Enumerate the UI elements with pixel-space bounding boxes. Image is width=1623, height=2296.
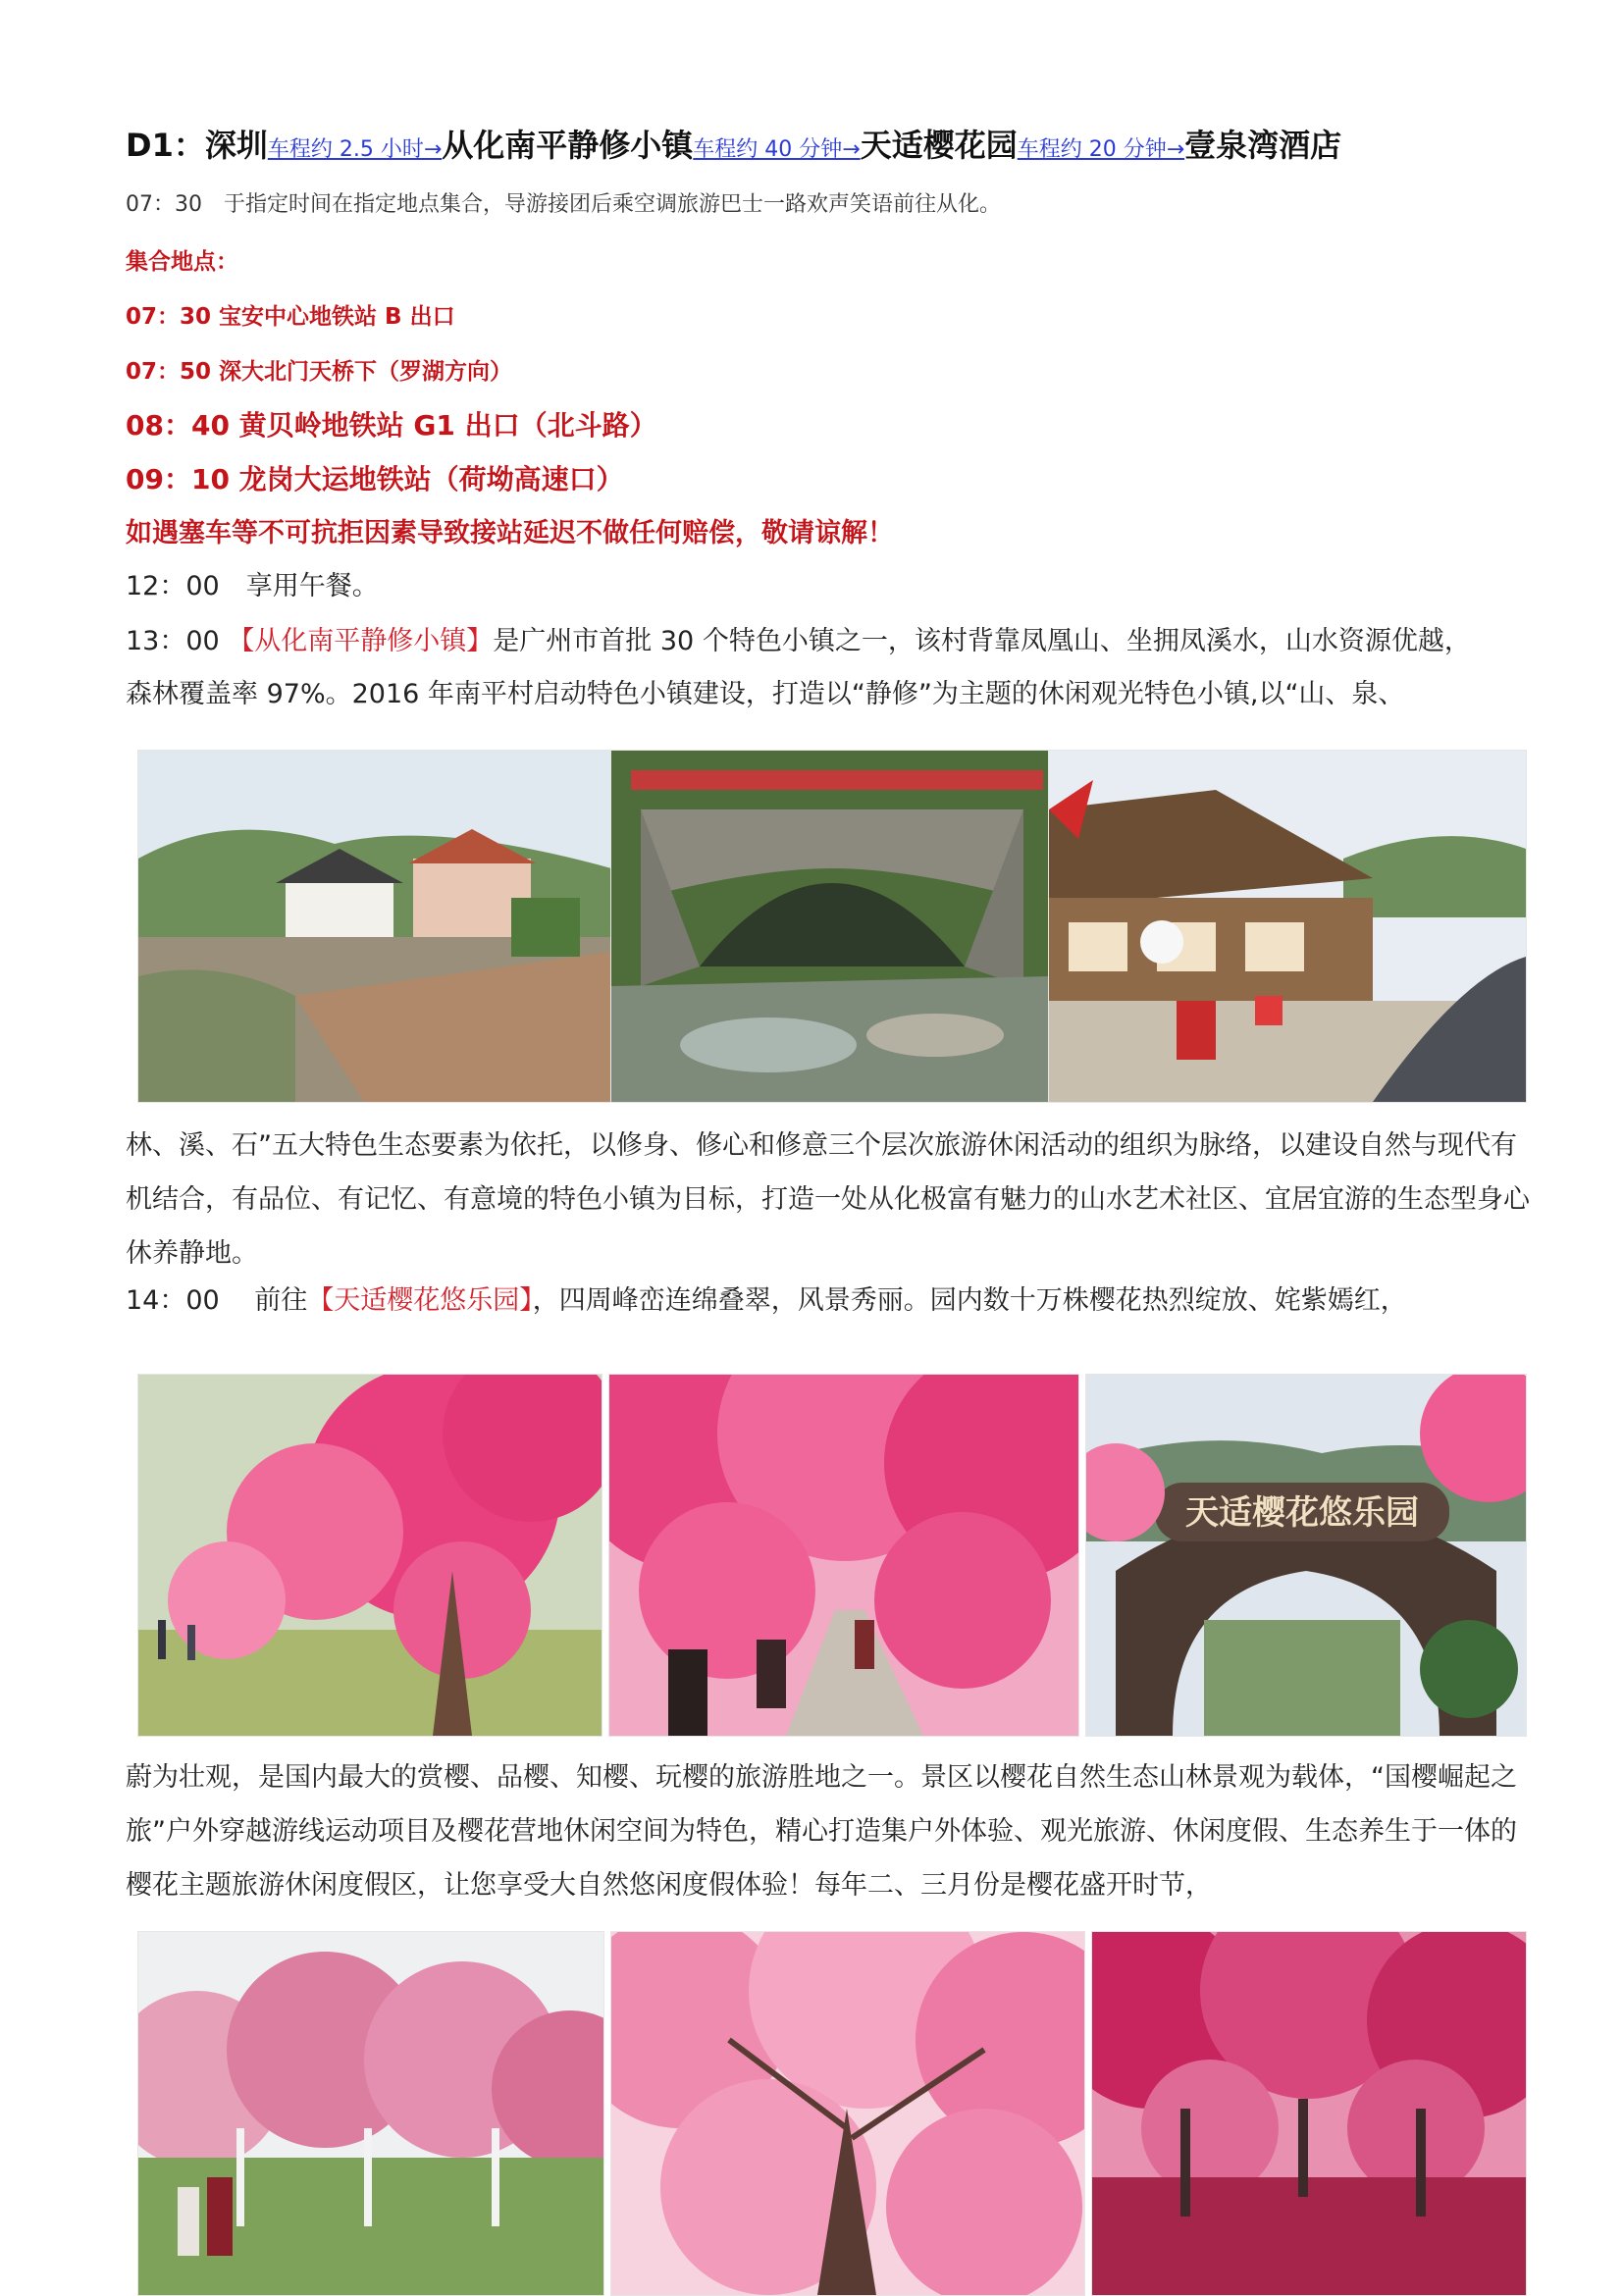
place-hotel: 壹泉湾酒店 <box>1184 127 1342 164</box>
place-tianshi: 天适樱花园 <box>860 127 1018 164</box>
meeting-stop: 08：40 黄贝岭地铁站 G1 出口（北斗路） <box>126 409 657 442</box>
meeting-stop: 07：30 宝安中心地铁站 B 出口 <box>126 304 455 330</box>
meeting-stop: 09：10 龙岗大运地铁站（荷坳高速口） <box>126 463 624 496</box>
place-shenzhen: 深圳 <box>204 127 268 164</box>
schedule-lunch: 12：00 享用午餐。 <box>126 571 379 601</box>
meeting-point-label: 集合地点： <box>126 249 238 275</box>
time-1400: 14：00 前往 <box>126 1285 308 1316</box>
place-highlight-tianshi: 【天适樱花悠乐园】 <box>307 1285 533 1316</box>
gate-sign-text: 天适樱花悠乐园 <box>1185 1493 1419 1533</box>
photo-cherry-orchard <box>137 1931 604 2296</box>
photo-market-street <box>1048 750 1527 1103</box>
photo-village-boardwalk <box>137 750 612 1103</box>
drive-time-link-2[interactable]: 车程约 40 分钟→ <box>693 137 861 162</box>
day-separator: ： <box>173 127 205 164</box>
description-tianshi-cont: 蔚为壮观，是国内最大的赏樱、品樱、知樱、玩樱的旅游胜地之一。景区以樱花自然生态山林景观为载体，“国樱崛起之旅”户外穿越游线运动项目及樱花营地休闲空间为特色，精心打造集户外体验、观光旅游、休闲度假、生态养生于一体的樱花主题旅游休闲度假区，让您享受大自然悠闲度假体验！每年二、三月份是樱花盛开时节， <box>126 1762 1517 1901</box>
place-nanping: 从化南平静修小镇 <box>442 127 694 164</box>
description-nanping-line2: 森林覆盖率 97%。2016 年南平村启动特色小镇建设，打造以“静修”为主题的休闲观光特色小镇,以“山、泉、 <box>126 679 1405 709</box>
photo-stone-bridge <box>610 750 1050 1103</box>
description-tianshi: ，四周峰峦连绵叠翠，风景秀丽。园内数十万株樱花热烈绽放、姹紫嫣红， <box>532 1285 1407 1316</box>
schedule-0730: 07：30 于指定时间在指定地点集合，导游接团后乘空调旅游巴士一路欢声笑语前往从化。 <box>126 192 1001 217</box>
photo-cherry-tunnel <box>608 1374 1079 1737</box>
place-highlight-nanping: 【从化南平静修小镇】 <box>228 626 494 656</box>
schedule-1400 <box>126 1281 1539 1321</box>
photo-cherry-avenue <box>1091 1931 1527 2296</box>
photo-park-gate <box>1085 1374 1527 1737</box>
time-1300: 13：00 <box>126 626 229 656</box>
drive-time-link-3[interactable]: 车程约 20 分钟→ <box>1017 137 1185 162</box>
day-title <box>126 124 1539 172</box>
schedule-1300 <box>126 622 1539 661</box>
meeting-stop: 07：50 深大北门天桥下（罗湖方向） <box>126 359 513 385</box>
photo-cherry-canopy <box>610 1931 1085 2296</box>
photo-cherry-branch <box>137 1374 602 1737</box>
description-nanping-cont: 林、溪、石”五大特色生态要素为依托，以修身、修心和修意三个层次旅游休闲活动的组织为脉络，以建设自然与现代有机结合，有品位、有记忆、有意境的特色小镇为目标，打造一处从化极富有魅力的山水艺术社区、宜居宜游的生态型身心休养静地。 <box>126 1130 1530 1269</box>
delay-notice: 如遇塞车等不可抗拒因素导致接站延迟不做任何赔偿，敬请谅解！ <box>126 518 894 548</box>
description-nanping: 是广州市首批 30 个特色小镇之一，该村背靠凤凰山、坐拥凤溪水，山水资源优越， <box>493 626 1471 656</box>
drive-time-link-1[interactable]: 车程约 2.5 小时→ <box>267 137 443 162</box>
day-label: D1 <box>126 127 174 164</box>
